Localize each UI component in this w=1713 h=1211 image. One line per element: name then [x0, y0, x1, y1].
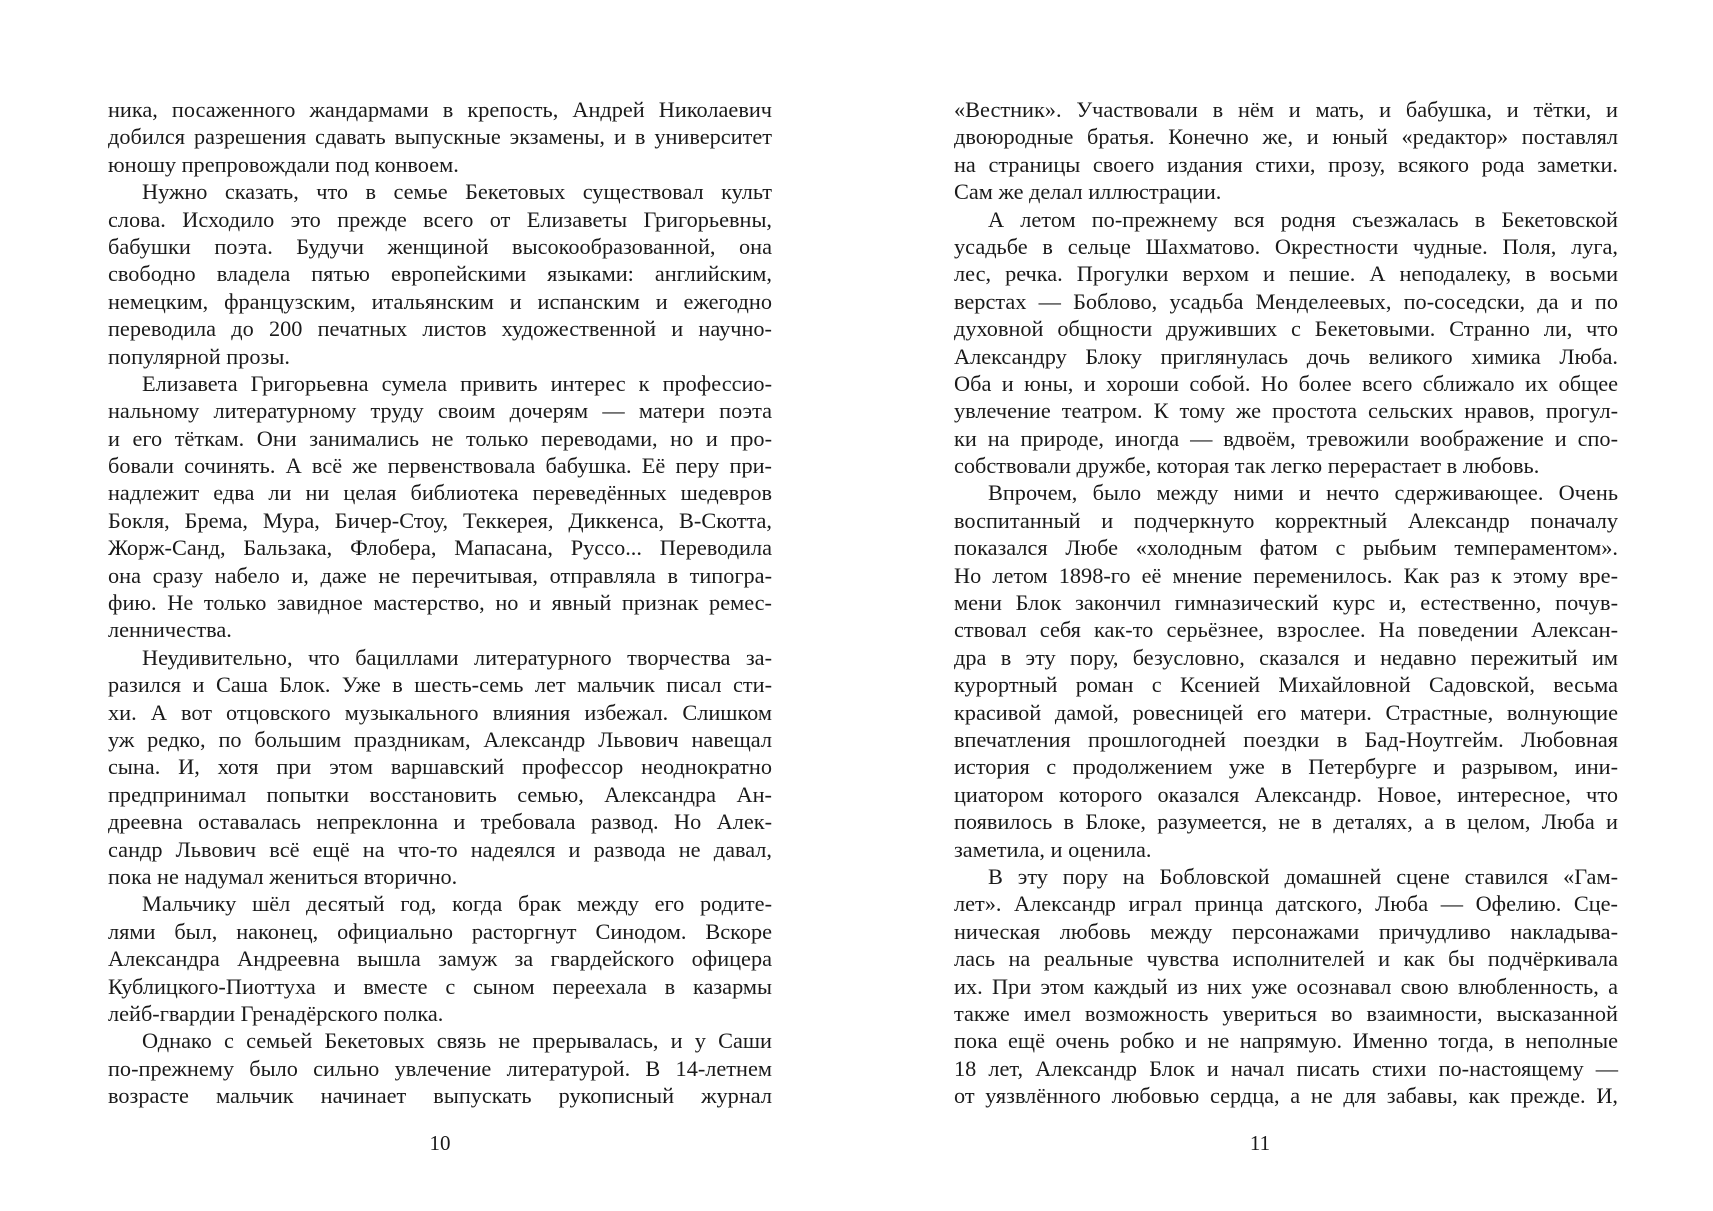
- text-line: бабушки поэта. Будучи женщиной высокообразованной, она: [108, 233, 772, 259]
- text-line: двоюродные братья. Конечно же, и юный «редактор» поставлял: [954, 124, 1618, 150]
- text-line: дреевна оставалась непреклонна и требовала развод. Но Алек-: [108, 809, 772, 835]
- text-line: лась на реальные чувства исполнителей и как бы подчёркивала: [954, 946, 1618, 972]
- text-line: история с продолжением уже в Петербурге и разрывом, ини-: [954, 754, 1618, 780]
- text-line: Однако с семьей Бекетовых связь не прерывалась, и у Саши: [142, 1028, 772, 1054]
- text-line: слова. Исходило это прежде всего от Елизаветы Григорьевны,: [108, 206, 772, 232]
- text-line: их. При этом каждый из них уже осознавал свою влюбленность, а: [954, 973, 1618, 999]
- text-line: добился разрешения сдавать выпускные экзамены, и в университет: [108, 124, 772, 150]
- text-line: свободно владела пятью европейскими языками: английским,: [108, 261, 772, 287]
- text-line: надлежит едва ли ни целая библиотека переведённых шедевров: [108, 480, 772, 506]
- text-line: предпринимал попытки восстановить семью, Александра Ан-: [108, 781, 772, 807]
- text-line: также имел возможность увериться во взаимности, высказанной: [954, 1000, 1618, 1026]
- text-line: она сразу набело и, даже не перечитывая, отправляла в типогра-: [108, 562, 772, 588]
- text-line: Сам же делал иллюстрации.: [954, 179, 1222, 205]
- text-line: лейб-гвардии Гренадёрского полка.: [108, 1000, 444, 1026]
- text-line: впечатления прошлогодней поездки в Бад-Ноутгейм. Любовная: [954, 726, 1618, 752]
- text-line: дра в эту пору, безусловно, сказался и недавно пережитый им: [954, 644, 1618, 670]
- text-line: пока не надумал жениться вторично.: [108, 863, 458, 889]
- text-line: показался Любе «холодным фатом с рыбьим темпераментом».: [954, 535, 1618, 561]
- text-line: Кублицкого-Пиоттуха и вместе с сыном переехала в казармы: [108, 973, 772, 999]
- text-line: лес, речка. Прогулки верхом и пешие. А неподалеку, в восьми: [954, 261, 1618, 287]
- text-line: ленничества.: [108, 617, 232, 643]
- text-line: Мальчику шёл десятый год, когда брак между его родите-: [142, 891, 772, 917]
- text-line: 18 лет, Александр Блок и начал писать стихи по-настоящему —: [954, 1055, 1618, 1081]
- left-page: [0, 0, 856, 1211]
- text-line: Но летом 1898-го её мнение переменилось. Как раз к этому вре-: [954, 562, 1618, 588]
- text-line: возрасте мальчик начинает выпускать рукописный журнал: [108, 1083, 772, 1109]
- text-line: на страницы своего издания стихи, прозу, всякого рода заметки.: [954, 151, 1618, 177]
- text-line: сына. И, хотя при этом варшавский профессор неоднократно: [108, 754, 772, 780]
- text-line: ническая любовь между персонажами причудливо накладыва-: [954, 918, 1618, 944]
- text-line: разился и Саша Блок. Уже в шесть-семь лет мальчик писал сти-: [108, 672, 772, 698]
- text-line: хи. А вот отцовского музыкального влияния избежал. Слишком: [108, 699, 772, 725]
- text-line: заметила, и оценила.: [954, 836, 1152, 862]
- text-line: лет». Александр играл принца датского, Люба — Офелию. Сце-: [954, 891, 1618, 917]
- text-line: Нужно сказать, что в семье Бекетовых существовал культ: [142, 179, 772, 205]
- text-line: красивой дамой, ровесницей его матери. Страстные, волнующие: [954, 699, 1618, 725]
- text-line: Оба и юны, и хороши собой. Но более всего сближало их общее: [954, 370, 1618, 396]
- text-line: усадьбе в сельце Шахматово. Окрестности чудные. Поля, луга,: [954, 233, 1618, 259]
- right-page: [856, 0, 1713, 1211]
- text-line: нальному литературному труду своим дочерям — матери поэта: [108, 398, 772, 424]
- text-line: фию. Не только завидное мастерство, но и явный признак ремес-: [108, 590, 772, 616]
- text-line: ствовал себя как-то серьёзнее, взрослее. На поведении Алексан-: [954, 617, 1618, 643]
- text-line: духовной общности друживших с Бекетовыми. Странно ли, что: [954, 316, 1618, 342]
- text-line: воспитанный и подчеркнуто корректный Александр поначалу: [954, 507, 1618, 533]
- text-line: Впрочем, было между ними и нечто сдерживающее. Очень: [988, 480, 1618, 506]
- text-line: «Вестник». Участвовали в нём и мать, и бабушка, и тётки, и: [954, 97, 1618, 122]
- text-line: уж редко, по большим праздникам, Александр Львович навещал: [108, 726, 772, 752]
- text-line: Елизавета Григорьевна сумела привить интерес к профессио-: [142, 370, 772, 396]
- text-line: лями был, наконец, официально расторгнут Синодом. Вскоре: [108, 918, 772, 944]
- text-line: ника, посаженного жандармами в крепость, Андрей Николаевич: [108, 97, 772, 122]
- text-line: Жорж-Санд, Бальзака, Флобера, Мапасана, Руссо... Переводила: [108, 535, 772, 561]
- left-page-text: [108, 96, 772, 1109]
- text-line: и его тёткам. Они занимались не только переводами, но и про-: [108, 425, 772, 451]
- text-line: увлечение театром. К тому же простота сельских нравов, прогул-: [954, 398, 1618, 424]
- text-line: верстах — Боблово, усадьба Менделеевых, по-соседски, да и по: [954, 288, 1618, 314]
- text-line: сандр Львович всё ещё на что-то надеялся и развода не давал,: [108, 836, 772, 862]
- right-page-text: [954, 96, 1618, 1109]
- left-page-number: 10: [429, 1131, 451, 1155]
- text-line: популярной прозы.: [108, 343, 290, 369]
- text-line: Александру Блоку приглянулась дочь великого химика Люба.: [954, 343, 1618, 369]
- text-line: от уязвлённого любовью сердца, а не для забавы, как прежде. И,: [954, 1083, 1618, 1109]
- text-line: переводила до 200 печатных листов художественной и научно-: [108, 316, 772, 342]
- text-line: собствовали дружбе, которая так легко перерастает в любовь.: [954, 453, 1540, 479]
- right-page-number: 11: [1249, 1131, 1271, 1155]
- text-line: ки на природе, иногда — вдвоём, тревожили воображение и спо-: [954, 425, 1618, 451]
- text-line: мени Блок закончил гимназический курс и, естественно, почув-: [954, 590, 1618, 616]
- text-line: юношу препровождали под конвоем.: [108, 151, 459, 177]
- text-line: Александра Андреевна вышла замуж за гвардейского офицера: [108, 946, 772, 972]
- text-line: Бокля, Брема, Мура, Бичер-Стоу, Теккерея, Диккенса, В-Скотта,: [108, 507, 772, 533]
- text-line: А летом по-прежнему вся родня съезжалась в Бекетовской: [988, 206, 1618, 232]
- text-line: по-прежнему было сильно увлечение литературой. В 14-летнем: [108, 1055, 772, 1081]
- text-line: немецким, французским, итальянским и испанским и ежегодно: [108, 288, 772, 314]
- text-line: появилось в Блоке, разумеется, не в деталях, а в целом, Люба и: [954, 809, 1618, 835]
- text-line: пока ещё очень робко и не напрямую. Именно тогда, в неполные: [954, 1028, 1618, 1054]
- text-line: Неудивительно, что бациллами литературного творчества за-: [142, 644, 772, 670]
- text-line: курортный роман с Ксенией Михайловной Садовской, весьма: [954, 672, 1618, 698]
- text-line: бовали сочинять. А всё же первенствовала бабушка. Её перу при-: [108, 453, 772, 479]
- text-line: В эту пору на Бобловской домашней сцене ставился «Гам-: [988, 863, 1618, 889]
- text-line: циатором которого оказался Александр. Новое, интересное, что: [954, 781, 1618, 807]
